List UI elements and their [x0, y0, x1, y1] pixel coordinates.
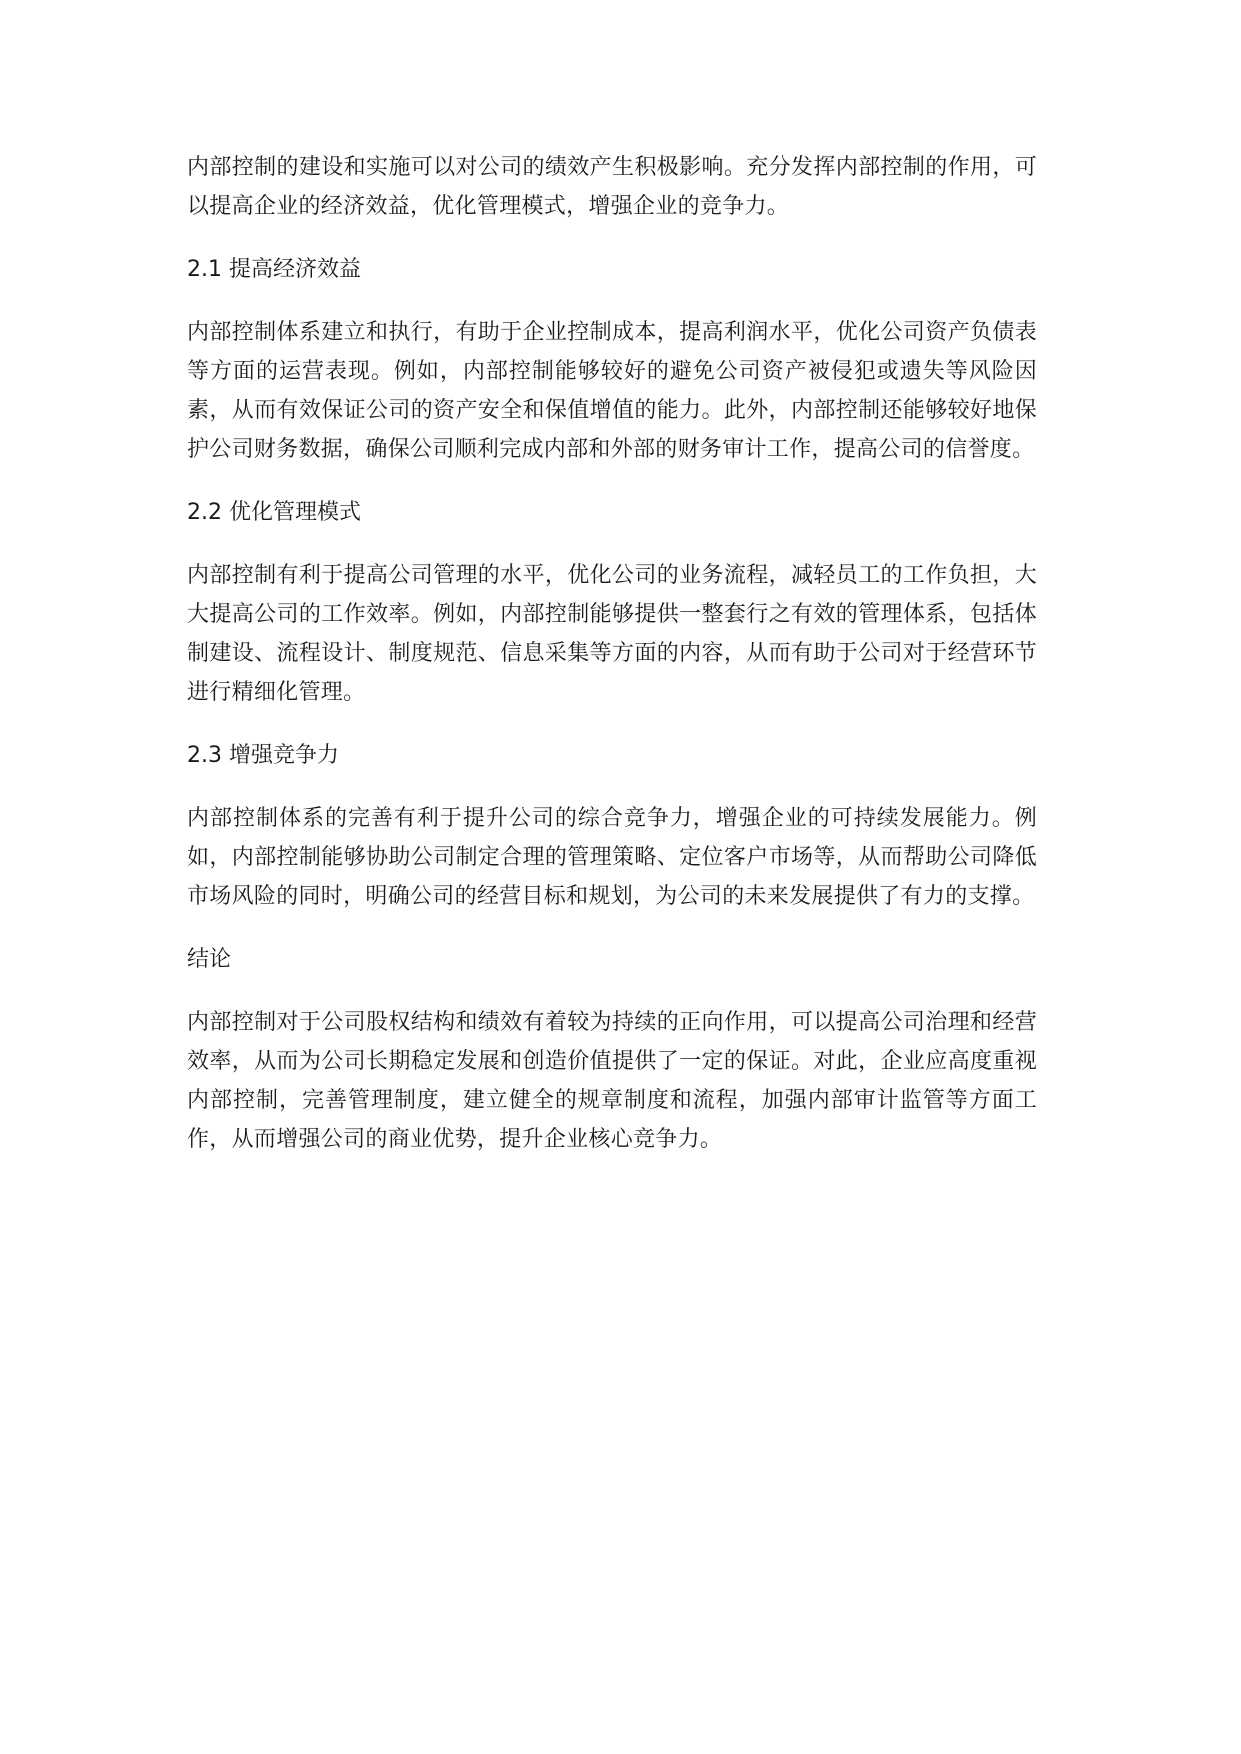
- section-heading-management-mode: 2.2 优化管理模式: [187, 500, 361, 525]
- section-body-conclusion: 内部控制对于公司股权结构和绩效有着较为持续的正向作用，可以提高公司治理和经营效率，从而为公司长期稳定发展和创造价值提供了一定的保证。对此，企业应高度重视内部控制，完善管理制度，建立健全的规章制度和流程，加强内部审计监管等方面工作，从而增强公司的商业优势，提升企业核心竞争力。: [187, 1010, 1037, 1152]
- section-body-management-mode: 内部控制有利于提高公司管理的水平，优化公司的业务流程，减轻员工的工作负担，大大提高公司的工作效率。例如，内部控制能够提供一整套行之有效的管理体系，包括体制建设、流程设计、制度规范、信息采集等方面的内容，从而有助于公司对于经营环节进行精细化管理。: [187, 563, 1037, 705]
- intro-paragraph: 内部控制的建设和实施可以对公司的绩效产生积极影响。充分发挥内部控制的作用，可以提高企业的经济效益，优化管理模式，增强企业的竞争力。: [187, 155, 1037, 219]
- document-page: [187, 148, 1037, 1183]
- section-heading-conclusion: 结论: [187, 947, 232, 972]
- section-body-competitiveness: 内部控制体系的完善有利于提升公司的综合竞争力，增强企业的可持续发展能力。例如，内部控制能够协助公司制定合理的管理策略、定位客户市场等，从而帮助公司降低市场风险的同时，明确公司的经营目标和规划，为公司的未来发展提供了有力的支撑。: [187, 806, 1037, 909]
- section-heading-competitiveness: 2.3 增强竞争力: [187, 743, 339, 768]
- section-body-economic-benefit: 内部控制体系建立和执行，有助于企业控制成本，提高利润水平，优化公司资产负债表等方面的运营表现。例如，内部控制能够较好的避免公司资产被侵犯或遗失等风险因素，从而有效保证公司的资产安全和保值增值的能力。此外，内部控制还能够较好地保护公司财务数据，确保公司顺利完成内部和外部的财务审计工作，提高公司的信誉度。: [187, 320, 1037, 462]
- section-heading-economic-benefit: 2.1 提高经济效益: [187, 257, 361, 282]
